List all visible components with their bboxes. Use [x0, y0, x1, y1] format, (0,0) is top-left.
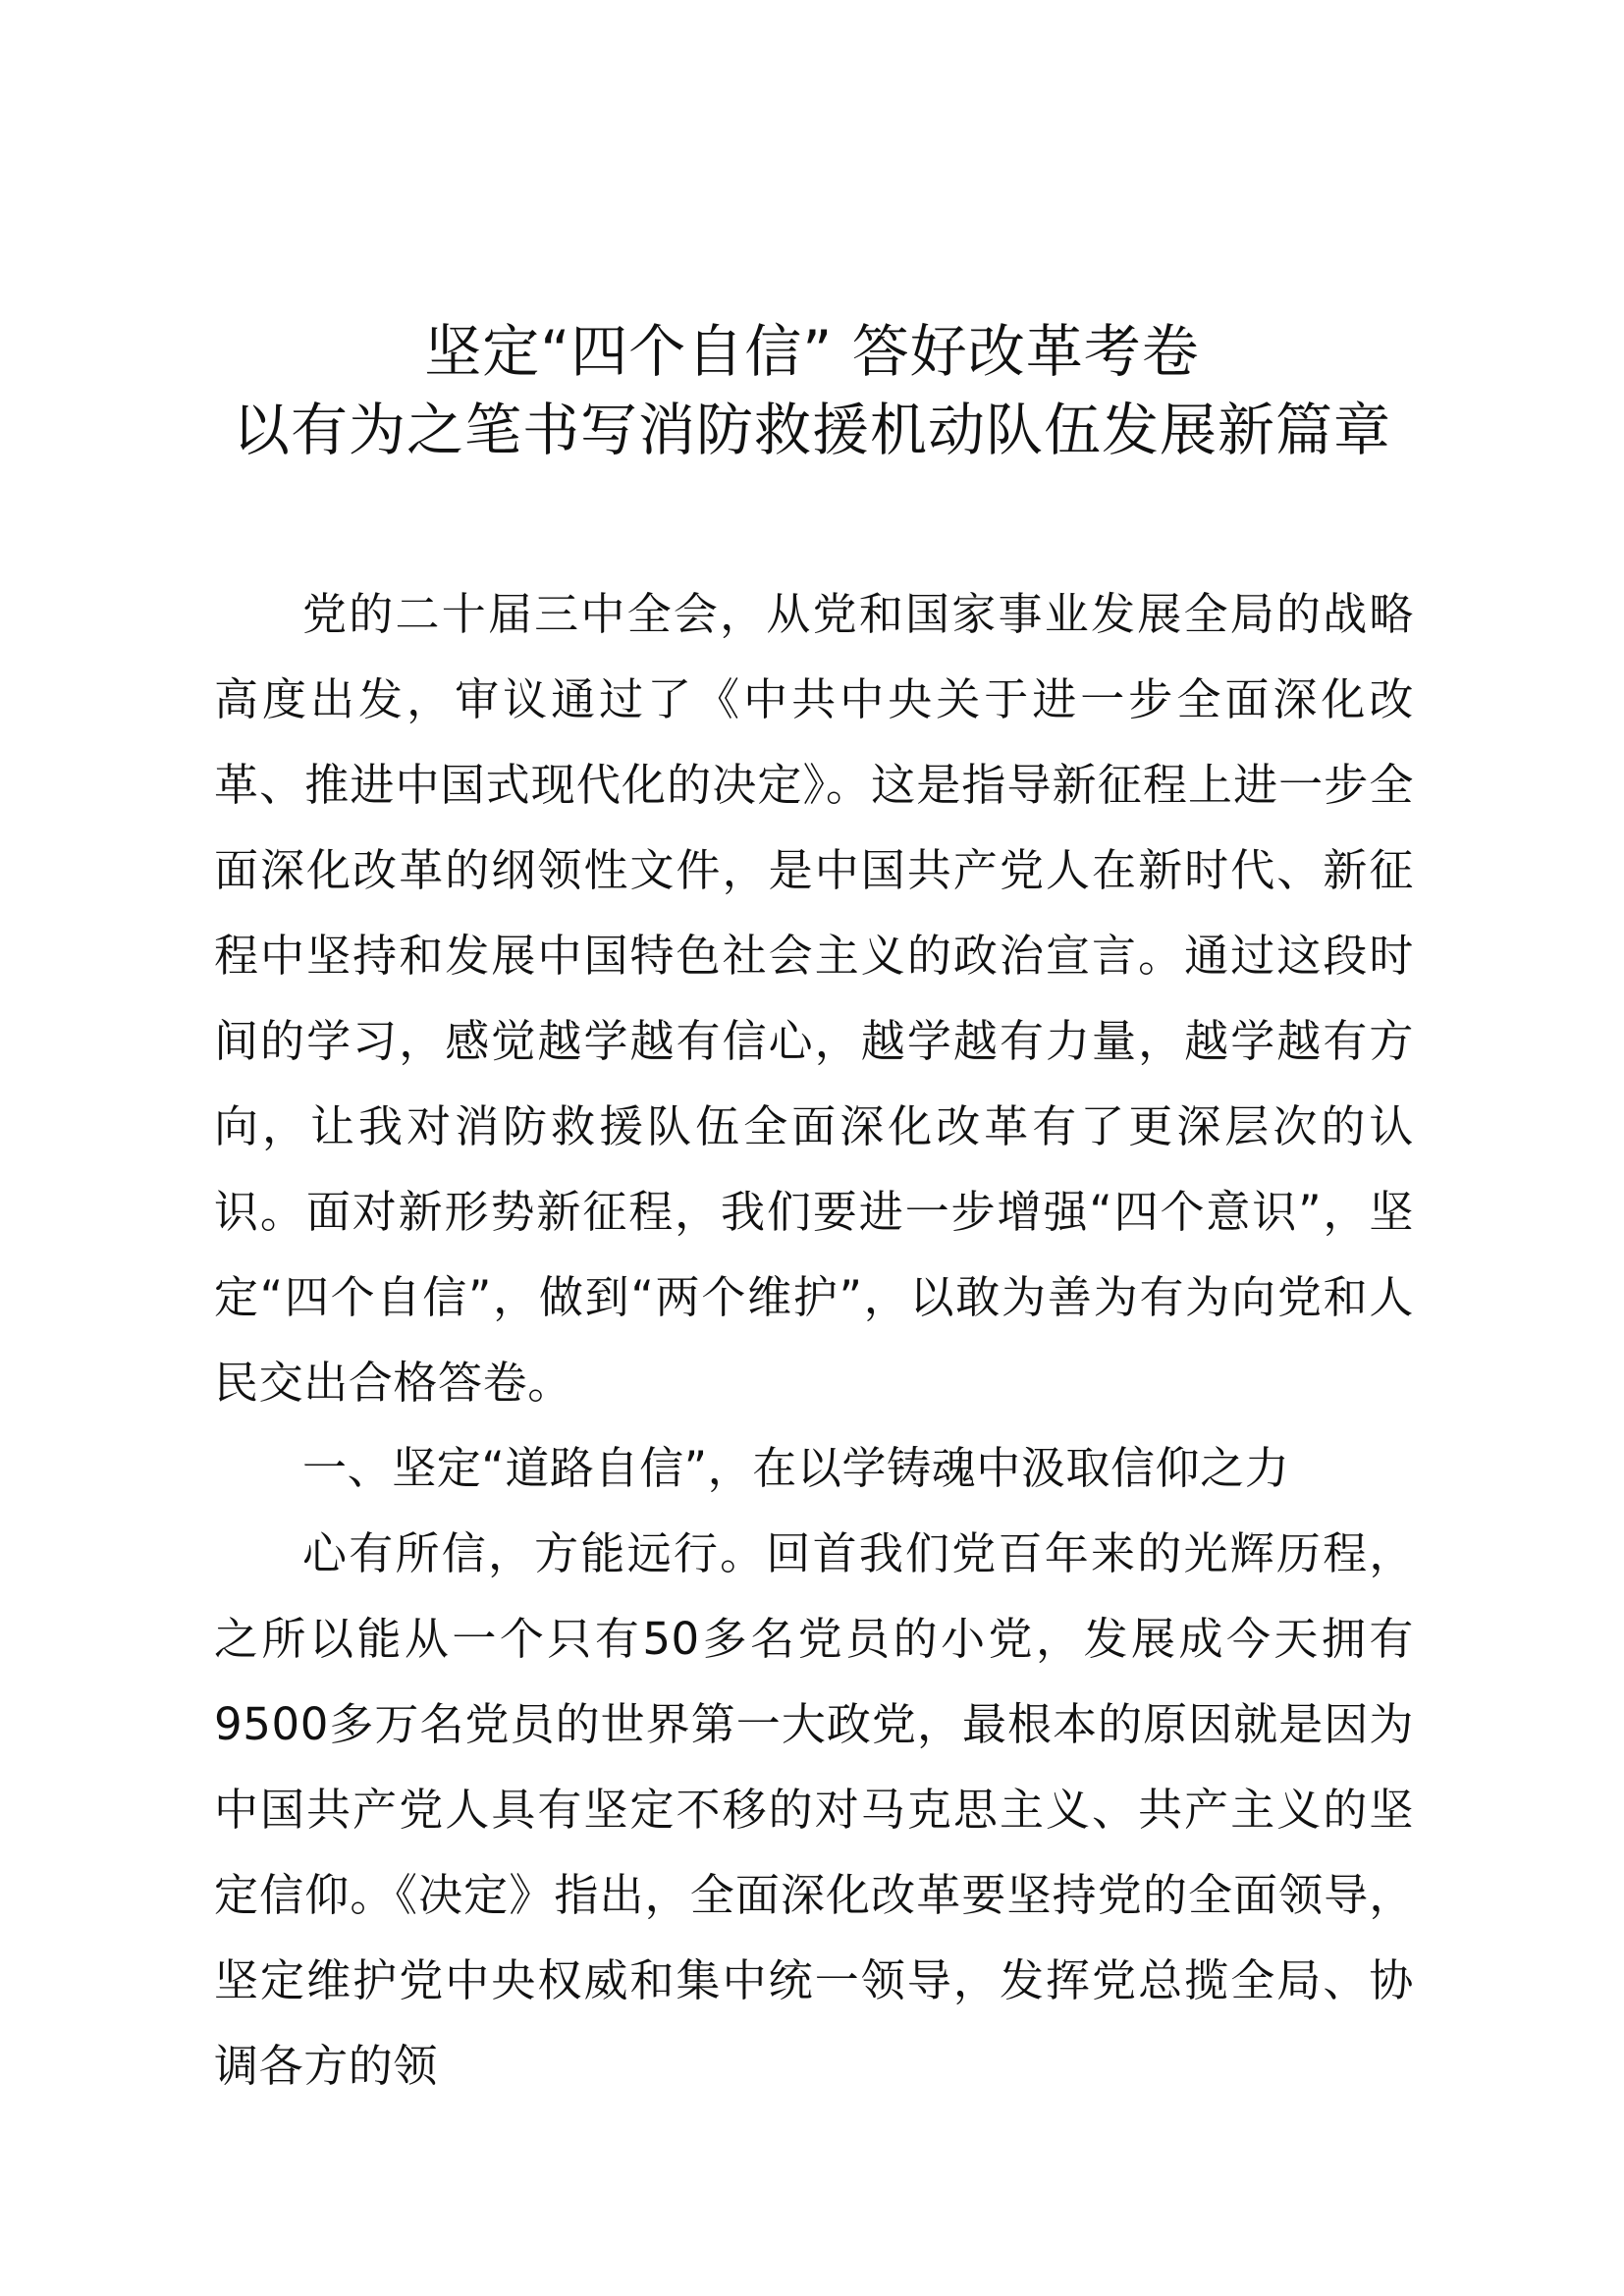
document-title — [196, 312, 1428, 469]
paragraph-intro: 党的二十届三中全会，从党和国家事业发展全局的战略高度出发，审议通过了《中共中央关于进一步全面深化改革、推进中国式现代化的决定》。这是指导新征程上进一步全面深化改革的纲领性文件，是中国共产党人在新时代、新征程中坚持和发展中国特色社会主义的政治宣言。通过这段时间的学习，感觉越学越有信心，越学越有力量，越学越有方向，让我对消防救援队伍全面深化改革有了更深层次的认识。面对新形势新征程，我们要进一步增强“四个意识”，坚定“四个自信”，做到“两个维护”，以敢为善为有为向党和人民交出合格答卷。 — [214, 588, 1414, 1409]
section-heading-1: 一、坚定“道路自信”，在以学铸魂中汲取信仰之力 — [302, 1442, 1290, 1494]
paragraph-section-1: 心有所信，方能远行。回首我们党百年来的光辉历程，之所以能从一个只有50多名党员的小党，发展成今天拥有9500多万名党员的世界第一大政党，最根本的原因就是因为中国共产党人具有坚定不移的对马克思主义、共产主义的坚定信仰。《决定》指出，全面深化改革要坚持党的全面领导，坚定维护党中央权威和集中统一领导，发挥党总揽全局、协调各方的领 — [214, 1527, 1414, 2092]
title-line-2: 以有为之笔书写消防救援机动队伍发展新篇章 — [232, 397, 1391, 463]
document-body — [214, 571, 1414, 2109]
title-line-1: 坚定“四个自信” 答好改革考卷 — [424, 318, 1200, 385]
